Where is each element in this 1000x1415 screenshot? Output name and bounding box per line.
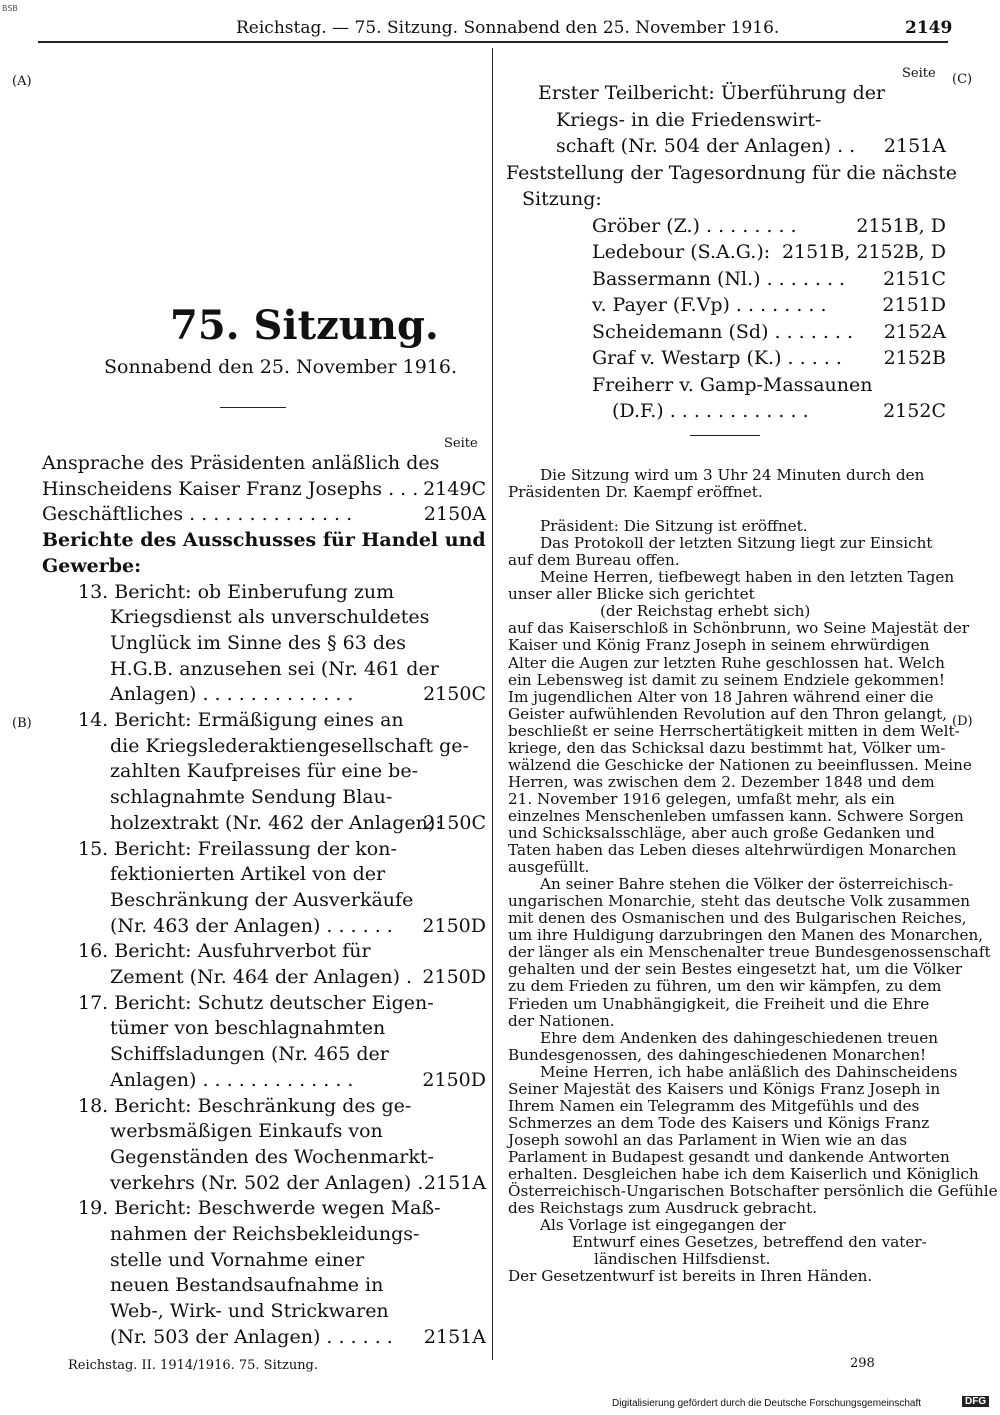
- header-rule: [38, 41, 948, 43]
- toc-left-line: 17. Bericht: Schutz deutscher Eigen-: [78, 991, 434, 1014]
- toc-right-line: Ledebour (S.A.G.):: [592, 241, 771, 263]
- body-line: Der Gesetzentwurf ist bereits in Ihren Händen.: [508, 1267, 873, 1286]
- body-line: ausgefüllt.: [508, 858, 590, 877]
- body-line: Die Sitzung wird um 3 Uhr 24 Minuten durch den: [540, 466, 925, 484]
- toc-right-page: 2151C: [883, 267, 946, 290]
- toc-right-line: Scheidemann (Sd) . . . . . . .: [592, 320, 854, 343]
- body-line: Ihrem Namen ein Telegramm des Mitgefühls und des: [508, 1096, 920, 1115]
- body-line: der Nationen.: [508, 1011, 615, 1030]
- toc-left-page: 2149C: [423, 477, 486, 500]
- toc-right-line: Graf v. Westarp (K.) . . . . .: [592, 347, 842, 369]
- margin-label-b: (B): [12, 716, 32, 731]
- toc-right-page: 2152B: [883, 347, 946, 369]
- toc-left-line: Kriegsdienst als unverschuldetes: [110, 606, 430, 629]
- body-line: auf das Kaiserschloß in Schönbrunn, wo Seine Majestät der: [508, 619, 970, 638]
- body-line: ländischen Hilfsdienst.: [594, 1250, 771, 1269]
- toc-left-line: Schiffsladungen (Nr. 465 der: [110, 1043, 389, 1066]
- session-date: Sonnabend den 25. November 1916.: [104, 356, 458, 378]
- body-line: wälzend die Geschicke der Nationen zu beeinflussen. Meine: [508, 755, 972, 774]
- toc-left-line: 16. Bericht: Ausfuhrverbot für: [78, 940, 371, 963]
- toc-right-line: Feststellung der Tagesordnung für die nächste: [506, 161, 958, 184]
- toc-left-line: tümer von beschlagnahmten: [110, 1017, 386, 1040]
- seite-label-left: Seite: [444, 436, 478, 451]
- body-line: Im jugendlichen Alter von 18 Jahren während einer die: [508, 687, 934, 706]
- toc-left-line: schlagnahmte Sendung Blau-: [110, 786, 393, 809]
- page-number: 2149: [905, 18, 953, 38]
- body-line: (der Reichstag erhebt sich): [600, 602, 811, 621]
- body-line: Herren, was zwischen dem 2. Dezember 1848 und dem: [508, 772, 935, 791]
- body-line: auf dem Bureau offen.: [508, 551, 680, 570]
- toc-left-line: Ansprache des Präsidenten anläßlich des: [42, 452, 440, 474]
- body-line: Bundesgenossen, des dahingeschiedenen Monarchen!: [508, 1045, 927, 1064]
- body-line: Meine Herren, tiefbewegt haben in den letzten Tagen: [540, 568, 955, 587]
- toc-left-line: 13. Bericht: ob Einberufung zum: [78, 580, 395, 603]
- body-line: ein Lebensweg ist damit zu seinem Endziele gekommen!: [508, 670, 945, 689]
- body-line: Joseph sowohl an das Parlament in Wien wie an das: [508, 1130, 907, 1149]
- toc-left-line: 14. Bericht: Ermäßigung eines an: [78, 709, 404, 731]
- title-rule: [220, 407, 286, 408]
- toc-left-line: stelle und Vornahme einer: [110, 1248, 365, 1271]
- toc-left-line: Gegenständen des Wochenmarkt-: [110, 1145, 434, 1168]
- margin-label-d: (D): [952, 714, 973, 729]
- toc-right-line: Kriegs- in die Friedenswirt-: [556, 108, 822, 131]
- body-line: mit denen des Osmanischen und des Bulgarischen Reiches,: [508, 909, 967, 928]
- body-line: um ihre Huldigung darzubringen den Manen des Monarchen,: [508, 926, 984, 945]
- footer-sheet-number: 298: [850, 1356, 875, 1371]
- toc-right-page: 2151A: [883, 135, 946, 157]
- toc-left-line: die Kriegslederaktiengesellschaft ge-: [110, 734, 469, 757]
- toc-right-page: 2151B, D: [856, 214, 946, 237]
- body-line: gehalten und der sein Bestes eingesetzt hat, um die Völker: [508, 960, 963, 979]
- body-line: Schmerzes an dem Tode des Kaisers und Königs Franz: [508, 1113, 930, 1132]
- column-divider: [492, 48, 493, 1360]
- toc-right-page: 2152C: [883, 400, 946, 422]
- body-line: Taten haben das Leben dieses altehrwürdigen Monarchen: [508, 841, 957, 860]
- toc-right-page: 2151B, 2152B, D: [781, 241, 946, 263]
- toc-left-line: werbsmäßigen Einkaufs von: [110, 1120, 383, 1143]
- toc-left-line: H.G.B. anzusehen sei (Nr. 461 der: [110, 657, 439, 680]
- seite-label-right: Seite: [902, 66, 936, 81]
- toc-right-line: Gröber (Z.) . . . . . . . .: [592, 214, 797, 237]
- body-line: Geister aufwühlenden Revolution auf den Thron gelangt,: [508, 704, 947, 723]
- toc-left-line: 15. Bericht: Freilassung der kon-: [78, 837, 397, 860]
- toc-left-line: Anlagen) . . . . . . . . . . . . .: [110, 1068, 354, 1091]
- toc-right-line: Sitzung:: [522, 188, 602, 210]
- toc-left-page: 2150D: [422, 966, 486, 988]
- body-line: einzelnes Menschenleben umfassen kann. Schwere Sorgen: [508, 806, 964, 825]
- session-title: 75. Sitzung.: [170, 302, 439, 349]
- body-line: der länger als ein Menschenalter treue Bundesgenossenschaft: [508, 943, 991, 962]
- toc-right-page: 2151D: [882, 294, 946, 316]
- toc-right-line: Freiherr v. Gamp-Massaunen: [592, 373, 873, 396]
- toc-left-line: 19. Bericht: Beschwerde wegen Maß-: [78, 1197, 441, 1220]
- body-line: Frieden um Unabhängigkeit, die Freiheit und die Ehre: [508, 994, 930, 1013]
- toc-left-line: Berichte des Ausschusses für Handel und: [42, 529, 486, 552]
- body-line: Das Protokoll der letzten Sitzung liegt zur Einsicht: [540, 534, 933, 553]
- body-line: 21. November 1916 gelegen, umfaßt mehr, als ein: [508, 789, 895, 808]
- toc-left-line: Hinscheidens Kaiser Franz Josephs . . .: [42, 477, 419, 500]
- body-line: Präsidenten Dr. Kaempf eröffnet.: [508, 483, 763, 502]
- body-line: beschließt er seine Herrschertätigkeit mitten in dem Welt-: [508, 721, 960, 740]
- body-line: Ehre dem Andenken des dahingeschiedenen treuen: [540, 1028, 939, 1047]
- toc-left-line: holzextrakt (Nr. 462 der Anlagen):: [110, 811, 442, 834]
- toc-left-line: Web-, Wirk- und Strickwaren: [110, 1300, 389, 1323]
- body-line: Entwurf eines Gesetzes, betreffend den vater-: [572, 1233, 927, 1252]
- toc-left-line: neuen Bestandsaufnahme in: [110, 1274, 384, 1297]
- toc-left-page: 2151A: [423, 1325, 486, 1348]
- toc-left-line: Geschäftliches . . . . . . . . . . . . . .: [42, 503, 353, 526]
- body-line: des Reichstags zum Ausdruck gebracht.: [508, 1199, 818, 1218]
- body-line: erhalten. Desgleichen habe ich dem Kaiserlich und Königlich: [508, 1165, 979, 1183]
- body-line: Meine Herren, ich habe anläßlich des Dahinscheidens: [540, 1062, 958, 1081]
- footer-signature: Reichstag. II. 1914/1916. 75. Sitzung.: [68, 1358, 319, 1373]
- toc-left-page: 2150D: [422, 1068, 486, 1091]
- library-stamp: BSB: [2, 4, 18, 13]
- body-line: Kaiser und König Franz Joseph in seinem ehrwürdigen: [508, 636, 930, 655]
- toc-left-line: Unglück im Sinne des § 63 des: [110, 631, 407, 654]
- body-line: Seiner Majestät des Kaisers und Königs Franz Joseph in: [508, 1079, 941, 1098]
- body-line: Alter die Augen zur letzten Ruhe geschlossen hat. Welch: [508, 653, 945, 672]
- body-line: An seiner Bahre stehen die Völker der österreichisch-: [540, 875, 954, 894]
- toc-right-line: (D.F.) . . . . . . . . . . . .: [612, 400, 809, 422]
- toc-right-line: schaft (Nr. 504 der Anlagen) . .: [556, 135, 856, 157]
- body-line: zu dem Frieden zu führen, um den wir kämpfen, zu dem: [508, 977, 942, 996]
- toc-end-rule: [690, 435, 760, 436]
- toc-left-page: 2151A: [423, 1171, 486, 1194]
- toc-left-page: 2150D: [422, 914, 486, 937]
- margin-label-a: (A): [12, 74, 32, 89]
- dfg-logo: DFG: [962, 1396, 989, 1407]
- body-line: Als Vorlage ist eingegangen der: [540, 1216, 786, 1235]
- toc-left-line: 18. Bericht: Beschränkung des ge-: [78, 1094, 412, 1117]
- toc-right-page: 2152A: [883, 320, 946, 343]
- body-line: ungarischen Monarchie, steht das deutsche Volk zusammen: [508, 892, 971, 911]
- dfg-credit: Digitalisierung gefördert durch die Deutsche Forschungsgemeinschaft: [612, 1398, 922, 1409]
- running-header: Reichstag. — 75. Sitzung. Sonnabend den 25. November 1916.: [236, 18, 780, 38]
- toc-left-line: Gewerbe:: [42, 554, 142, 577]
- body-line: Parlament in Budapest gesandt und dankende Antworten: [508, 1147, 950, 1166]
- toc-left-line: (Nr. 463 der Anlagen) . . . . . .: [110, 914, 393, 937]
- toc-right-line: Bassermann (Nl.) . . . . . . .: [592, 267, 846, 290]
- body-line: kriege, den das Schicksal dazu bestimmt hat, Völker um-: [508, 738, 946, 757]
- toc-left-line: nahmen der Reichsbekleidungs-: [110, 1223, 420, 1245]
- body-line: Präsident: Die Sitzung ist eröffnet.: [540, 517, 808, 536]
- body-line: unser aller Blicke sich gerichtet: [508, 585, 755, 604]
- toc-right-line: v. Payer (F.Vp) . . . . . . . .: [592, 294, 827, 316]
- toc-left-line: Anlagen) . . . . . . . . . . . . .: [110, 683, 354, 706]
- toc-left-line: (Nr. 503 der Anlagen) . . . . . .: [110, 1325, 393, 1348]
- toc-left-page: 2150C: [423, 683, 486, 706]
- toc-left-line: Beschränkung der Ausverkäufe: [110, 888, 414, 911]
- body-line: Österreichisch-Ungarischen Botschafter persönlich die Gefühle: [508, 1182, 998, 1201]
- toc-left-line: Zement (Nr. 464 der Anlagen) .: [110, 966, 413, 988]
- toc-right-line: Erster Teilbericht: Überführung der: [538, 82, 886, 104]
- toc-left-page: 2150A: [423, 503, 486, 526]
- toc-left-line: fektionierten Artikel von der: [110, 863, 386, 886]
- body-line: und Schicksalsschläge, aber auch große Gedanken und: [508, 824, 935, 842]
- toc-left-line: verkehrs (Nr. 502 der Anlagen) .: [110, 1171, 424, 1194]
- toc-left-page: 2150C: [423, 811, 486, 834]
- toc-left-line: zahlten Kaufpreises für eine be-: [110, 760, 419, 783]
- margin-label-c: (C): [952, 72, 973, 87]
